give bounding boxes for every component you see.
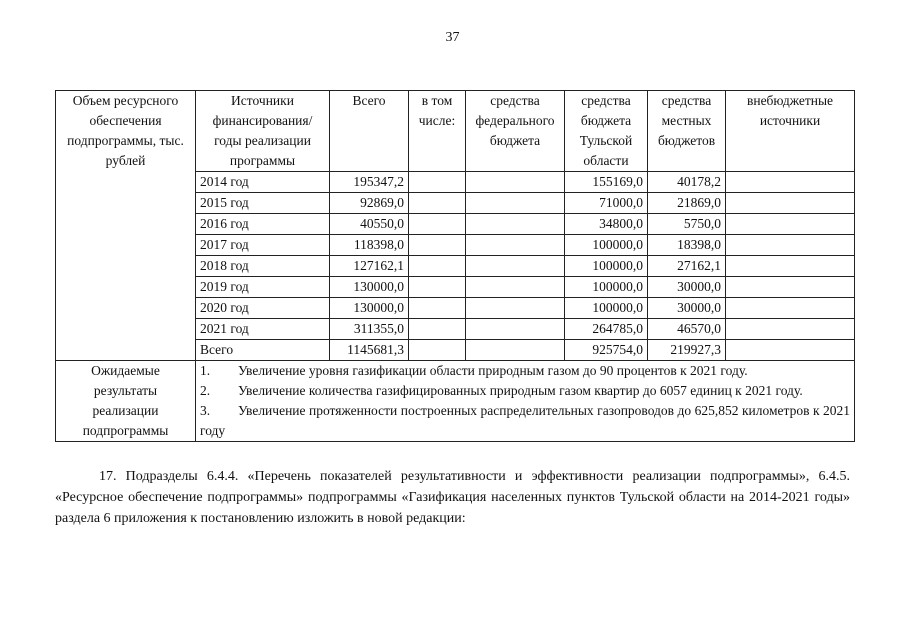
total-cell: 195347,2 [330,172,409,193]
local-cell: 27162,1 [648,256,726,277]
results-list [196,361,855,442]
year-cell: Всего [196,340,330,361]
amendment-paragraph: 17. Подразделы 6.4.4. «Перечень показателей результативности и эффективности реализации подпрограммы», 6.4.5. «Ресурсное обеспечение подпрограммы» подпрограммы «Газификация населенных пунктов Тульской области на 2014-2021 годы» раздела 6 приложения к постановлению изложить в новой редакции: [55,469,850,526]
federal-cell [466,298,565,319]
local-cell: 46570,0 [648,319,726,340]
regional-cell: 100000,0 [565,298,648,319]
regional-cell: 34800,0 [565,214,648,235]
total-cell: 127162,1 [330,256,409,277]
result-item [200,401,850,441]
regional-cell: 264785,0 [565,319,648,340]
year-cell: 2020 год [196,298,330,319]
federal-cell [466,172,565,193]
regional-cell: 100000,0 [565,277,648,298]
regional-cell: 71000,0 [565,193,648,214]
year-cell: 2018 год [196,256,330,277]
including-cell [409,319,466,340]
year-cell: 2014 год [196,172,330,193]
federal-cell [466,319,565,340]
extra-cell [726,256,855,277]
federal-cell [466,277,565,298]
extra-cell [726,319,855,340]
results-label: Ожидаемые результаты реализации подпрограммы [56,361,196,442]
local-cell: 40178,2 [648,172,726,193]
federal-cell [466,340,565,361]
year-cell: 2017 год [196,235,330,256]
extra-cell [726,340,855,361]
header-including: в том числе: [409,91,466,172]
extra-cell [726,277,855,298]
local-cell: 30000,0 [648,298,726,319]
header-extra: внебюджетные источники [726,91,855,172]
local-cell: 30000,0 [648,277,726,298]
year-cell: 2021 год [196,319,330,340]
total-cell: 118398,0 [330,235,409,256]
local-cell: 5750,0 [648,214,726,235]
header-federal: средства федерального бюджета [466,91,565,172]
volume-label: Объем ресурсного обеспечения подпрограммы, тыс. рублей [56,91,196,361]
result-number: 1. [200,363,211,378]
result-text: Увеличение количества газифицированных природным газом квартир до 6057 единиц к 2021 году. [238,383,803,398]
header-sources: Источники финансирования/ годы реализации программы [196,91,330,172]
result-number: 2. [200,383,211,398]
including-cell [409,298,466,319]
header-regional: средства бюджета Тульской области [565,91,648,172]
extra-cell [726,298,855,319]
local-cell: 219927,3 [648,340,726,361]
result-number: 3. [200,403,211,418]
header-row [56,91,855,172]
total-cell: 130000,0 [330,298,409,319]
total-cell: 1145681,3 [330,340,409,361]
page-number: 37 [445,30,460,45]
year-cell: 2019 год [196,277,330,298]
including-cell [409,193,466,214]
header-local: средства местных бюджетов [648,91,726,172]
total-cell: 130000,0 [330,277,409,298]
including-cell [409,235,466,256]
federal-cell [466,214,565,235]
extra-cell [726,214,855,235]
including-cell [409,340,466,361]
result-text: Увеличение протяженности построенных распределительных газопроводов до 625,852 километров к 2021 году [200,403,850,438]
result-text: Увеличение уровня газификации области природным газом до 90 процентов к 2021 году. [238,363,748,378]
regional-cell: 100000,0 [565,235,648,256]
year-cell: 2015 год [196,193,330,214]
extra-cell [726,193,855,214]
including-cell [409,277,466,298]
extra-cell [726,172,855,193]
including-cell [409,256,466,277]
results-row [56,361,855,442]
total-cell: 92869,0 [330,193,409,214]
resource-table [55,90,855,442]
regional-cell: 925754,0 [565,340,648,361]
result-item [200,361,850,381]
regional-cell: 100000,0 [565,256,648,277]
header-total: Всего [330,91,409,172]
total-cell: 311355,0 [330,319,409,340]
extra-cell [726,235,855,256]
year-cell: 2016 год [196,214,330,235]
federal-cell [466,235,565,256]
federal-cell [466,256,565,277]
regional-cell: 155169,0 [565,172,648,193]
federal-cell [466,193,565,214]
local-cell: 18398,0 [648,235,726,256]
total-cell: 40550,0 [330,214,409,235]
result-item [200,381,850,401]
including-cell [409,214,466,235]
local-cell: 21869,0 [648,193,726,214]
including-cell [409,172,466,193]
